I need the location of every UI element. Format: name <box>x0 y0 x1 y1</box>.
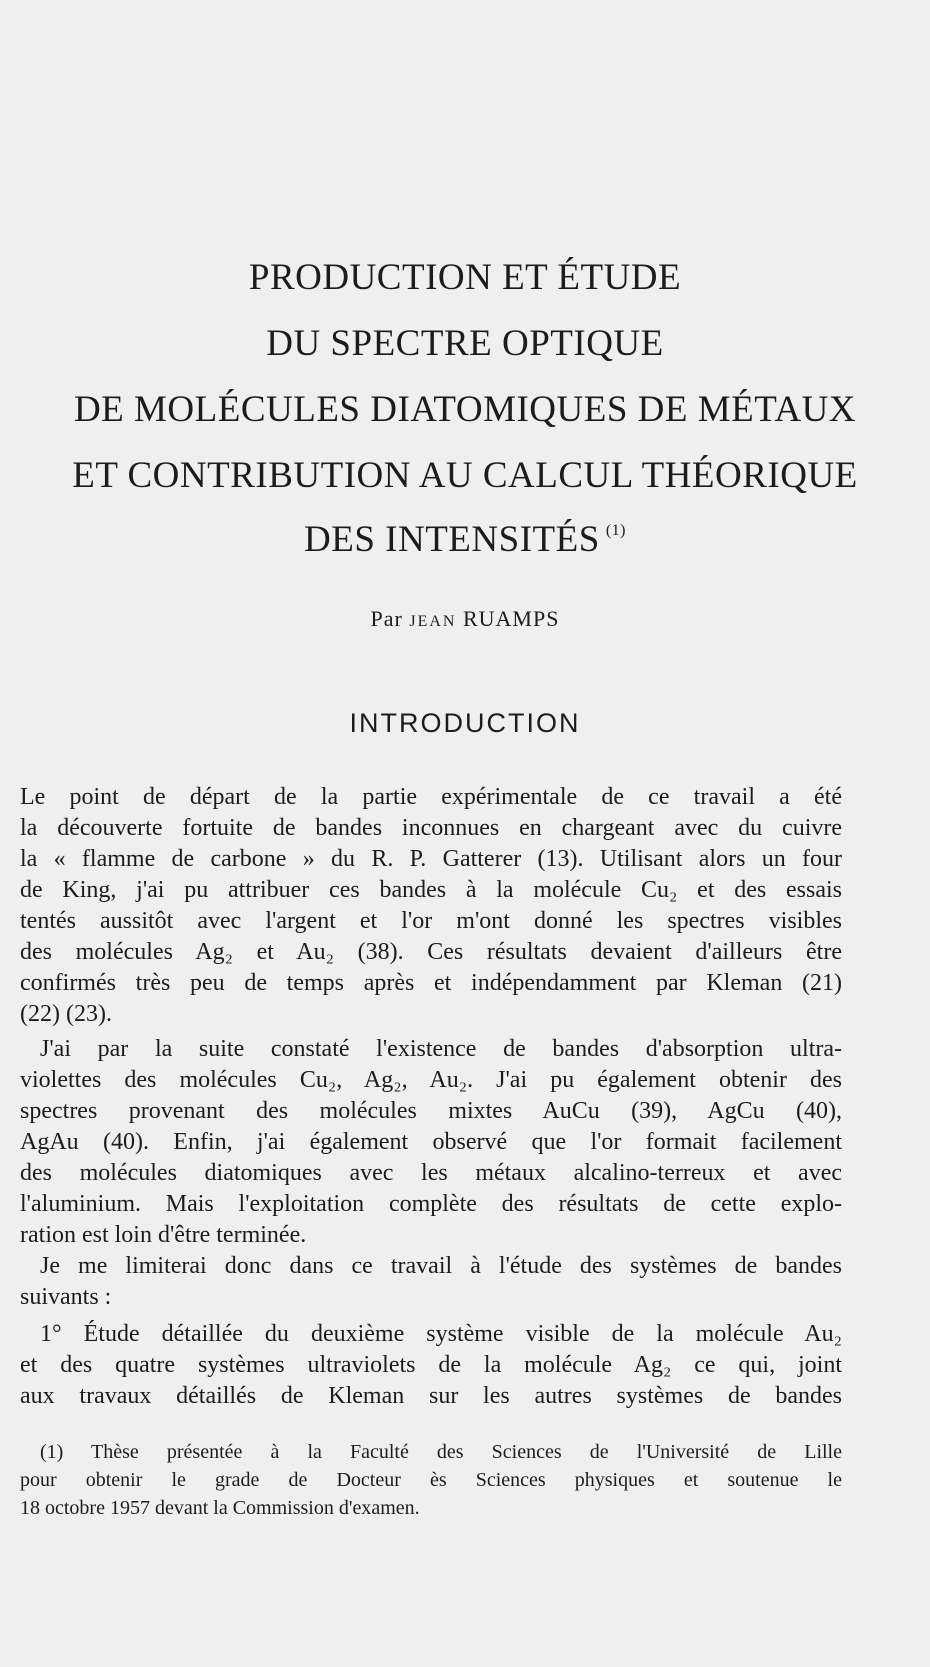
title-footnote-marker: (1) <box>605 522 626 539</box>
body-line: Le point de départ de la partie expérimentale de ce travail a été <box>20 784 842 810</box>
author-first-name: JEAN <box>409 613 457 630</box>
body-line: spectres provenant des molécules mixtes AuCu (39), AgCu (40), <box>20 1098 842 1124</box>
title-line-2: DU SPECTRE OPTIQUE <box>266 323 664 364</box>
title-line-4: ET CONTRIBUTION AU CALCUL THÉORIQUE <box>72 455 858 496</box>
body-line: 1° Étude détaillée du deuxième système visible de la molécule Au₂ <box>40 1321 842 1347</box>
author-prefix: Par <box>370 606 403 631</box>
title-line-5 <box>0 518 930 561</box>
body-line: ration est loin d'être terminée. <box>20 1222 307 1248</box>
body-line: Je me limiterai donc dans ce travail à l'étude des systèmes de bandes <box>40 1253 842 1279</box>
body-line: tentés aussitôt avec l'argent et l'or m'ont donné les spectres visibles <box>20 908 842 934</box>
title-line-1: PRODUCTION ET ÉTUDE <box>248 257 682 298</box>
body-line: de King, j'ai pu attribuer ces bandes à la molécule Cu₂ et des essais <box>20 877 842 903</box>
body-line: (22) (23). <box>20 1001 112 1027</box>
author-line <box>0 606 930 632</box>
author-last-name: RUAMPS <box>462 606 560 631</box>
body-line: la découverte fortuite de bandes inconnues en chargeant avec du cuivre <box>20 815 842 841</box>
body-line: l'aluminium. Mais l'exploitation complète des résultats de cette explo- <box>20 1191 842 1217</box>
body-line: des molécules diatomiques avec les métaux alcalino-terreux et avec <box>20 1160 842 1186</box>
footnote-line: pour obtenir le grade de Docteur ès Sciences physiques et soutenue le <box>20 1469 842 1491</box>
title-line-3: DE MOLÉCULES DIATOMIQUES DE MÉTAUX <box>73 389 857 430</box>
footnote-line: (1) Thèse présentée à la Faculté des Sciences de l'Université de Lille <box>40 1441 842 1463</box>
body-line: aux travaux détaillés de Kleman sur les autres systèmes de bandes <box>20 1383 842 1409</box>
body-line: J'ai par la suite constaté l'existence de bandes d'absorption ultra- <box>40 1036 842 1062</box>
body-line: violettes des molécules Cu₂, Ag₂, Au₂. J'ai pu également obtenir des <box>20 1067 842 1093</box>
body-line: AgAu (40). Enfin, j'ai également observé que l'or formait facilement <box>20 1129 842 1155</box>
section-heading: INTRODUCTION <box>349 708 581 738</box>
body-line: suivants : <box>20 1284 112 1310</box>
body-line: et des quatre systèmes ultraviolets de la molécule Ag₂ ce qui, joint <box>20 1352 842 1378</box>
title-line-5-text: DES INTENSITÉS <box>304 519 600 560</box>
footnote-line: 18 octobre 1957 devant la Commission d'examen. <box>20 1497 420 1519</box>
body-line: des molécules Ag₂ et Au₂ (38). Ces résultats devaient d'ailleurs être <box>20 939 842 965</box>
body-line: la « flamme de carbone » du R. P. Gatterer (13). Utilisant alors un four <box>20 846 842 872</box>
body-line: confirmés très peu de temps après et indépendamment par Kleman (21) <box>20 970 842 996</box>
